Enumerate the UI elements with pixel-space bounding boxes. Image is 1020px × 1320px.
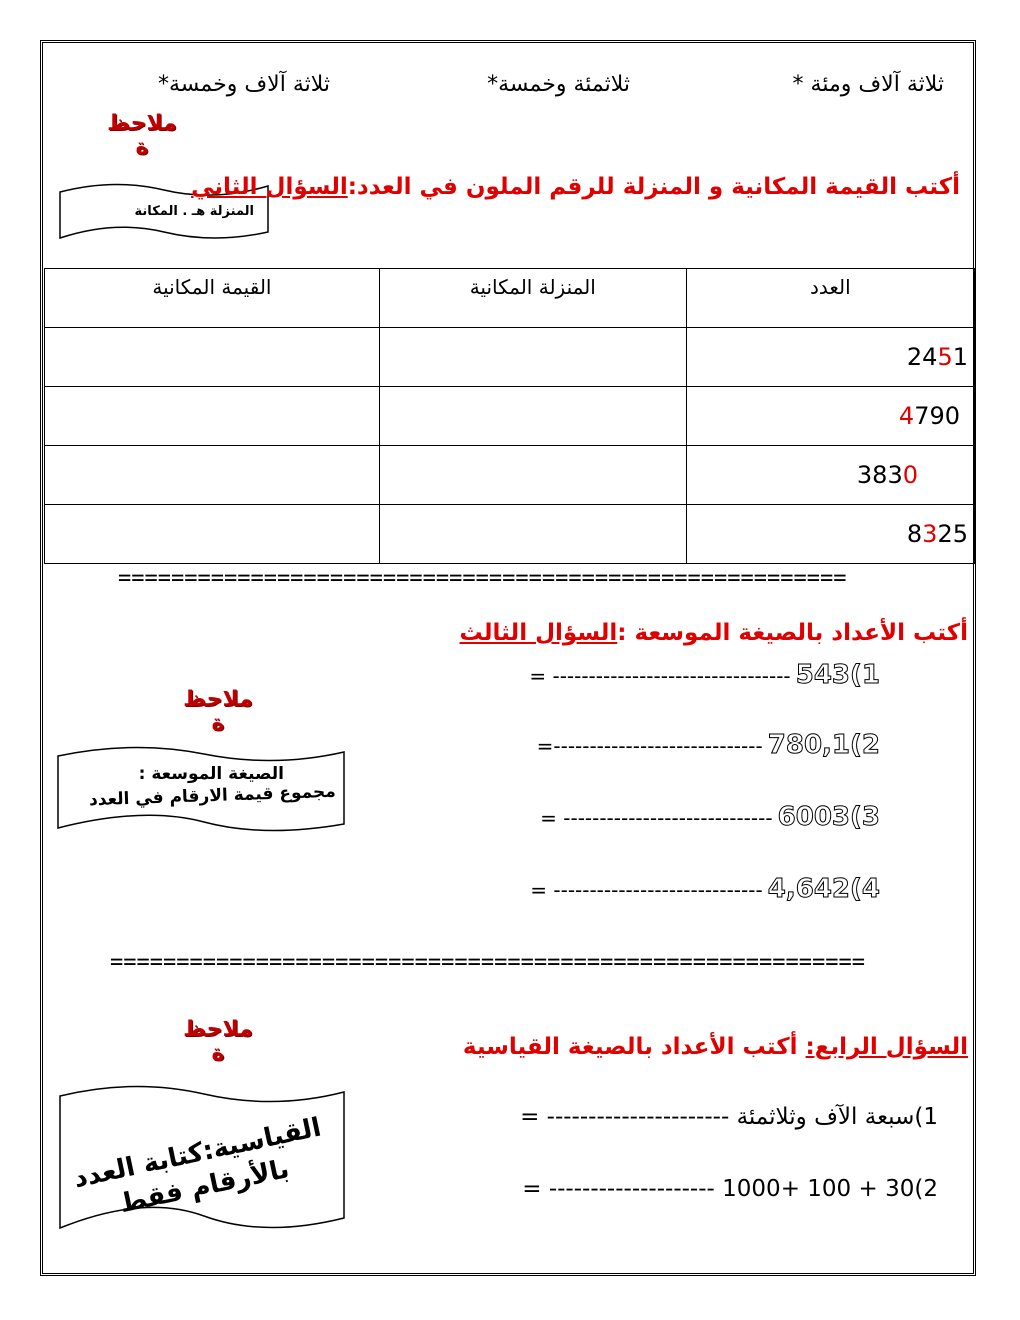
place-answer-cell[interactable]: [379, 446, 686, 505]
place-answer-cell[interactable]: [379, 505, 686, 564]
q2-heading: [191, 174, 960, 200]
table-row: [45, 387, 975, 446]
separator-2: =========================================================: [110, 950, 865, 975]
place-answer-cell[interactable]: [379, 387, 686, 446]
table-row: [45, 505, 975, 564]
note-title-1: ملاحظ ة: [107, 111, 177, 160]
q3-text: أكتب الأعداد بالصيغة الموسعة :: [617, 620, 968, 646]
value-answer-cell[interactable]: [45, 387, 380, 446]
table-row: [45, 446, 975, 505]
number-word-1: ثلاثة آلاف ومئة *: [792, 72, 944, 97]
number-cell: 4790: [686, 387, 974, 446]
expanded-item-1: = --------------------------------- 1)543: [529, 660, 880, 690]
q2-label: السؤال الثاني: [191, 174, 348, 200]
note-box-1: المنزلة هـ . المكانة: [54, 178, 272, 244]
col-header-place: المنزلة المكانية: [379, 269, 686, 328]
value-answer-cell[interactable]: [45, 446, 380, 505]
number-cell: 2451: [686, 328, 974, 387]
standard-item-1: = ---------------------- 1)سبعة الآف وثلاثمئة: [520, 1104, 938, 1130]
note-box-2: الصيغة الموسعة : مجموع قيمة الارقام في العدد: [54, 742, 348, 838]
number-cell: 8325: [686, 505, 974, 564]
col-header-value: القيمة المكانية: [45, 269, 380, 328]
table-row: [45, 328, 975, 387]
q2-text: أكتب القيمة المكانية و المنزلة للرقم الملون في العدد:: [347, 174, 960, 200]
note-box-3: القياسية:كتابة العدد بالأرقام فقط: [54, 1078, 348, 1238]
expanded-item-3: = ----------------------------- 3)6003: [540, 802, 880, 832]
expanded-item-2: =----------------------------- 2)780,1: [536, 730, 880, 760]
q3-heading: [460, 620, 968, 646]
q4-heading: [463, 1034, 968, 1060]
q4-label: السؤال الرابع:: [805, 1034, 968, 1060]
q4-text: أكتب الأعداد بالصيغة القياسية: [462, 1034, 806, 1060]
note-title-3: ملاحظ ة: [183, 1017, 253, 1066]
separator-1: =======================================================: [118, 566, 847, 591]
number-cell: 3830: [686, 446, 974, 505]
place-answer-cell[interactable]: [379, 328, 686, 387]
col-header-number: العدد: [686, 269, 974, 328]
value-answer-cell[interactable]: [45, 505, 380, 564]
expanded-item-4: = ----------------------------- 4)4,642: [530, 874, 880, 904]
note-title-2: ملاحظ ة: [183, 687, 253, 736]
number-word-3: ثلاثة آلاف وخمسة*: [158, 72, 330, 97]
standard-item-2: = -------------------- 2)30 + 100 +1000: [522, 1176, 938, 1202]
table-header-row: [45, 269, 975, 328]
number-word-2: ثلاثمئة وخمسة*: [487, 72, 630, 97]
value-answer-cell[interactable]: [45, 328, 380, 387]
q3-label: السؤال الثالث: [459, 620, 618, 646]
place-value-table: [44, 268, 975, 564]
